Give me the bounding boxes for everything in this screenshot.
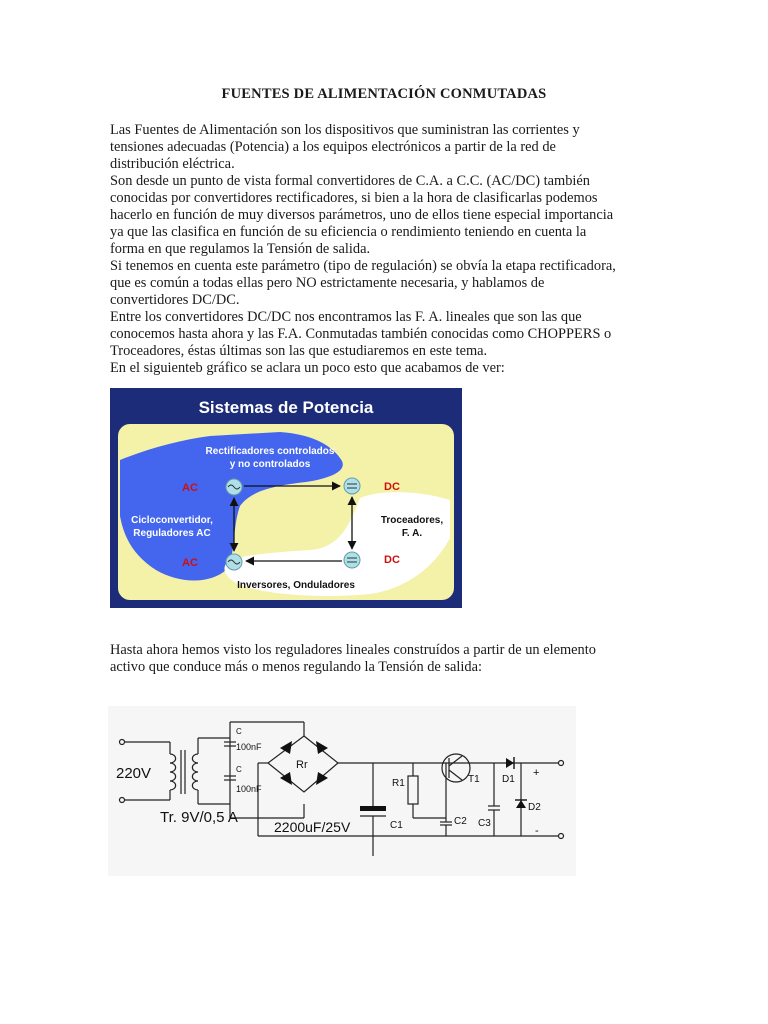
schematic-background bbox=[108, 706, 576, 876]
capacitor-top-value: 100nF bbox=[236, 742, 262, 752]
input-voltage-label: 220V bbox=[116, 765, 152, 782]
text-line: Si tenemos en cuenta este parámetro (tipo de regulación) se obvía la etapa rectificadora, bbox=[110, 258, 616, 274]
text-line: En el siguienteb gráfico se aclara un poco esto que acabamos de ver: bbox=[110, 360, 505, 376]
d2-label: D2 bbox=[528, 802, 541, 813]
capacitor-bottom-label: C bbox=[236, 765, 242, 774]
t1-label: T1 bbox=[468, 774, 480, 785]
d1-label: D1 bbox=[502, 774, 515, 785]
rectifiers-label: y no controlados bbox=[229, 459, 311, 470]
dc-top-label: DC bbox=[384, 481, 400, 493]
text-line: convertidores DC/DC. bbox=[110, 292, 240, 308]
text-line: forma en que regulamos la Tensión de salida. bbox=[110, 241, 371, 257]
text-line: ya que las clasifica en función de su eficiencia o rendimiento teniendo en cuenta la bbox=[110, 224, 587, 240]
text-line: distribución eléctrica. bbox=[110, 156, 235, 172]
text-line: activo que conduce más o menos regulando la Tensión de salida: bbox=[110, 659, 482, 675]
choppers-label: F. A. bbox=[401, 528, 423, 539]
rectifiers-label: Rectificadores controlados bbox=[205, 446, 335, 457]
c2-label: C2 bbox=[454, 816, 467, 827]
text-line: Entre los convertidores DC/DC nos encontramos las F. A. lineales que son las que bbox=[110, 309, 582, 325]
bridge-label: Rr bbox=[296, 759, 308, 771]
text-line: que es común a todas ellas pero NO estrictamente necesaria, y hablamos de bbox=[110, 275, 545, 291]
negative-terminal-label: - bbox=[535, 825, 539, 837]
cycloconverter-label: Reguladores AC bbox=[133, 528, 211, 539]
positive-terminal-label: + bbox=[533, 767, 540, 779]
transformer-label: Tr. 9V/0,5 A bbox=[160, 809, 238, 826]
ac-bottom-label: AC bbox=[182, 557, 198, 569]
page-title: FUENTES DE ALIMENTACIÓN CONMUTADAS bbox=[221, 86, 547, 102]
power-systems-diagram bbox=[110, 388, 462, 608]
text-line: hacerlo en función de muy diversos parámetros, uno de ellos tiene especial importancia bbox=[110, 207, 614, 223]
c1-label: C1 bbox=[390, 820, 403, 831]
capacitor-bottom-value: 100nF bbox=[236, 784, 262, 794]
cycloconverter-label: Cicloconvertidor, bbox=[131, 515, 213, 526]
intro-paragraph bbox=[110, 122, 670, 377]
inverters-label: Inversores, Onduladores bbox=[237, 580, 355, 591]
text-line: Troceadores, éstas últimas son las que estudiaremos en este tema. bbox=[110, 343, 488, 359]
linear-regulator-schematic bbox=[108, 706, 576, 876]
dc-node-icon bbox=[344, 552, 360, 568]
dc-node-icon bbox=[344, 478, 360, 494]
capacitor-c1 bbox=[360, 806, 386, 811]
choppers-label: Troceadores, bbox=[380, 515, 444, 526]
text-line: Las Fuentes de Alimentación son los dispositivos que suministran las corrientes y bbox=[110, 122, 580, 138]
text-line: Son desde un punto de vista formal convertidores de C.A. a C.C. (AC/DC) también bbox=[110, 173, 591, 189]
capacitor-top-label: C bbox=[236, 727, 242, 736]
second-paragraph bbox=[110, 642, 670, 676]
text-line: conocidas por convertidores rectificadores, si bien a la hora de clasificarlas podemos bbox=[110, 190, 598, 206]
ac-top-label: AC bbox=[182, 482, 198, 494]
text-line: Hasta ahora hemos visto los reguladores lineales construídos a partir de un elemento bbox=[110, 642, 596, 658]
main-capacitor-label: 2200uF/25V bbox=[274, 819, 351, 835]
diagram-title: Sistemas de Potencia bbox=[198, 398, 374, 417]
r1-label: R1 bbox=[392, 778, 405, 789]
dc-bottom-label: DC bbox=[384, 554, 400, 566]
text-line: tensiones adecuadas (Potencia) a los equipos electrónicos a partir de la red de bbox=[110, 139, 556, 155]
c3-label: C3 bbox=[478, 818, 491, 829]
text-line: conocemos hasta ahora y las F.A. Conmutadas también conocidas como CHOPPERS o bbox=[110, 326, 612, 342]
